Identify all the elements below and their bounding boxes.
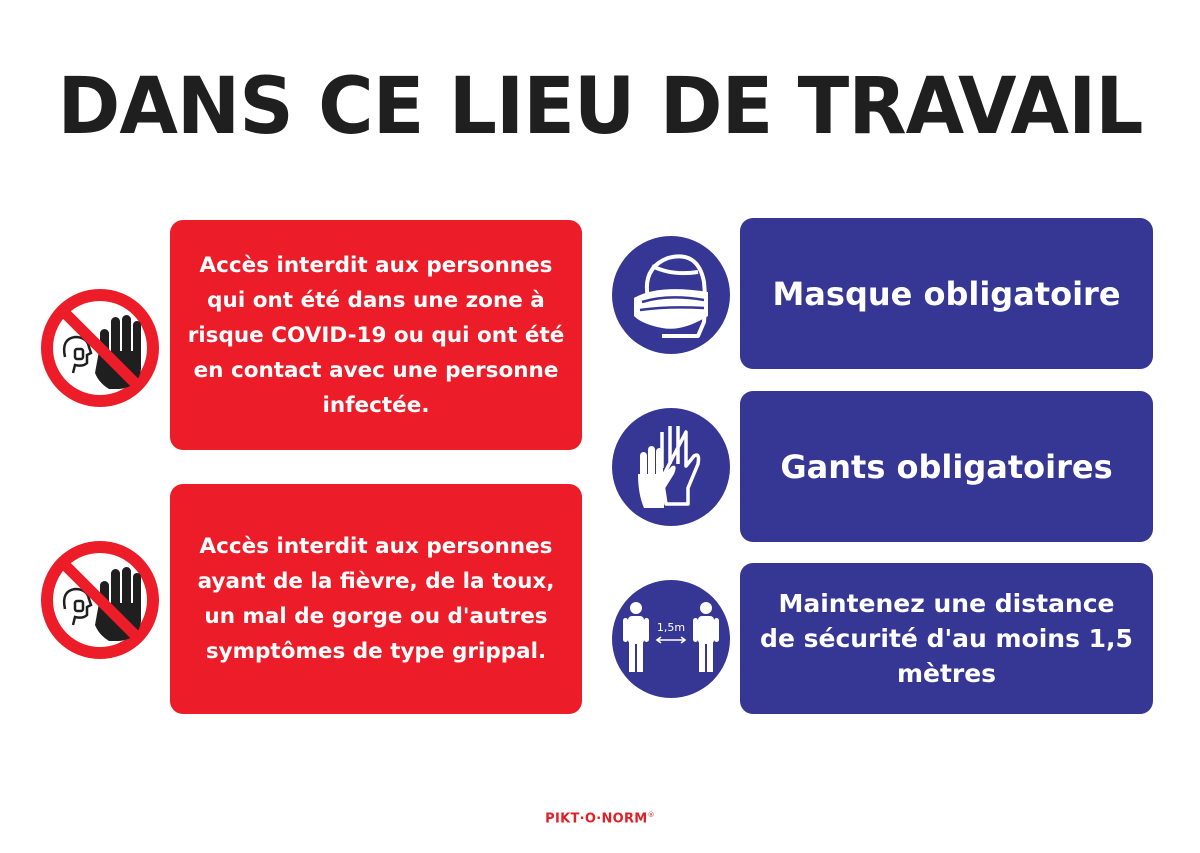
obligation-box-3 <box>740 563 1153 714</box>
distance-label: 1,5m <box>656 621 686 634</box>
prohibition-text-1: Accès interdit aux personnes qui ont été dans une zone à risque COVID-19 ou qui ont été en contact avec une personne infectée. <box>187 252 565 418</box>
prohibition-box-2 <box>170 484 582 714</box>
face-mask-icon <box>612 236 730 354</box>
obligation-text-2: Gants obligatoires <box>780 447 1113 486</box>
brand-logo <box>0 811 1200 826</box>
no-entry-stop-hand-icon <box>39 539 161 661</box>
gloves-icon <box>612 408 730 526</box>
obligation-box-1 <box>740 218 1153 369</box>
social-distance-icon <box>612 580 730 698</box>
registered-mark: ® <box>647 811 655 819</box>
obligation-text-3: Maintenez une distance de sécurité d'au moins 1,5 mètres <box>760 589 1133 688</box>
prohibition-text-2: Accès interdit aux personnes ayant de la fièvre, de la toux, un mal de gorge ou d'autres symptômes de type grippal. <box>197 534 555 664</box>
page-title: DANS CE LIEU DE TRAVAIL <box>57 62 1143 152</box>
obligation-text-1: Masque obligatoire <box>772 274 1121 313</box>
no-entry-stop-hand-icon <box>39 287 161 409</box>
obligation-box-2 <box>740 391 1153 542</box>
prohibition-box-1 <box>170 220 582 450</box>
brand-name: PIKT·O·NORM <box>545 811 648 827</box>
